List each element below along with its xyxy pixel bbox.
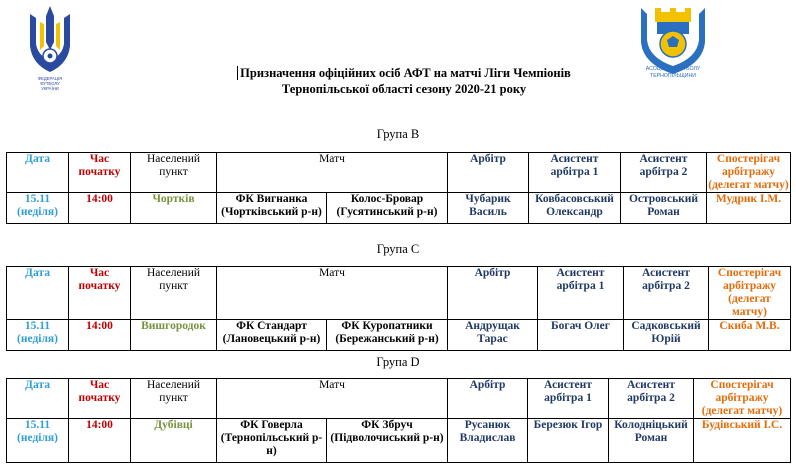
table-row bbox=[7, 193, 791, 224]
group-d-table bbox=[6, 378, 791, 463]
away-team: Колос-Бровар (Гусятинський р-н) bbox=[327, 193, 448, 224]
assistant2-header: Асистент арбітра 2 bbox=[624, 267, 709, 320]
match-date: 15.11 (неділя) bbox=[7, 419, 69, 463]
observer-header: Спостерігач арбітражу (делегат матчу) bbox=[709, 267, 791, 320]
date-header: Дата bbox=[7, 379, 69, 419]
assistant1-header: Асистент арбітра 1 bbox=[529, 153, 621, 193]
uaf-logo bbox=[18, 2, 82, 92]
assistant2-name: Островський Роман bbox=[621, 193, 707, 224]
group-b-label: Група B bbox=[376, 127, 420, 141]
home-team: ФК Вигнанка (Чортківський р-н) bbox=[217, 193, 327, 224]
svg-text:ФУТБОЛУ: ФУТБОЛУ bbox=[40, 81, 60, 86]
assistant2-header: Асистент арбітра 2 bbox=[609, 379, 694, 419]
away-team: ФК Збруч (Підволочиський р-н) bbox=[327, 419, 448, 463]
ternopil-football-association-logo-icon bbox=[633, 2, 713, 82]
referee-name: Андрущак Тарас bbox=[448, 320, 538, 351]
time-header: Час початку bbox=[69, 267, 131, 320]
group-c-label: Група C bbox=[376, 242, 420, 256]
title-line-1: Призначення офіційних осіб АФТ на матчі Ліги Чемпіонів bbox=[237, 66, 571, 80]
assistant2-name: Садковський Юрій bbox=[624, 320, 709, 351]
city-header: Населений пункт bbox=[131, 153, 217, 193]
referee-header: Арбітр bbox=[448, 153, 529, 193]
match-header: Матч bbox=[217, 267, 448, 320]
match-header: Матч bbox=[217, 379, 448, 419]
home-team: ФК Стандарт (Лановецький р-н) bbox=[217, 320, 327, 351]
assistant1-name: Березюк Ігор bbox=[528, 419, 609, 463]
assistant1-header: Асистент арбітра 1 bbox=[538, 267, 624, 320]
group-d-label: Група D bbox=[376, 355, 420, 369]
svg-text:ФЕДЕРАЦІЯ: ФЕДЕРАЦІЯ bbox=[37, 76, 63, 81]
observer-name: Скиба М.В. bbox=[709, 320, 791, 351]
table-row bbox=[7, 419, 791, 463]
assistant1-header: Асистент арбітра 1 bbox=[528, 379, 609, 419]
match-header: Матч bbox=[217, 153, 448, 193]
table-header-row bbox=[7, 267, 791, 320]
table-row bbox=[7, 320, 791, 351]
title-line-2: Тернопільської області сезону 2020-21 року bbox=[281, 82, 527, 96]
match-time: 14:00 bbox=[69, 419, 131, 463]
match-city: Вишгородок bbox=[131, 320, 217, 351]
match-city: Дубівці bbox=[131, 419, 217, 463]
assistant2-header: Асистент арбітра 2 bbox=[621, 153, 707, 193]
match-time: 14:00 bbox=[69, 320, 131, 351]
table-header-row bbox=[7, 153, 791, 193]
referee-name: Чубарик Василь bbox=[448, 193, 529, 224]
time-header: Час початку bbox=[69, 153, 131, 193]
document-title bbox=[224, 65, 584, 97]
home-team: ФК Говерла (Тернопільський р-н) bbox=[217, 419, 327, 463]
svg-text:АСОЦІАЦІЯ ФУТБОЛУ: АСОЦІАЦІЯ ФУТБОЛУ bbox=[645, 66, 701, 72]
table-header-row bbox=[7, 379, 791, 419]
city-header: Населений пункт bbox=[131, 267, 217, 320]
referee-name: Русанюк Владислав bbox=[448, 419, 528, 463]
match-date: 15.11 (неділя) bbox=[7, 193, 69, 224]
assistant2-name: Колодніцький Роман bbox=[609, 419, 694, 463]
uaf-trident-logo-icon bbox=[18, 2, 82, 92]
date-header: Дата bbox=[7, 267, 69, 320]
observer-name: Мудрик І.М. bbox=[707, 193, 791, 224]
group-c-table bbox=[6, 266, 791, 351]
observer-name: Будівський І.С. bbox=[694, 419, 791, 463]
group-b-table bbox=[6, 152, 791, 224]
match-date: 15.11 (неділя) bbox=[7, 320, 69, 351]
city-header: Населений пункт bbox=[131, 379, 217, 419]
observer-header: Спостерігач арбітражу (делегат матчу) bbox=[708, 153, 789, 191]
match-time: 14:00 bbox=[69, 193, 131, 224]
referee-header: Арбітр bbox=[448, 379, 528, 419]
time-header: Час початку bbox=[69, 379, 131, 419]
aft-logo bbox=[633, 2, 713, 82]
match-city: Чортків bbox=[131, 193, 217, 224]
svg-text:ТЕРНОПІЛЬЩИНИ: ТЕРНОПІЛЬЩИНИ bbox=[650, 73, 696, 79]
assistant1-name: Ковбасовський Олександр bbox=[529, 193, 621, 224]
assistant1-name: Богач Олег bbox=[538, 320, 624, 351]
observer-header: Спостерігач арбітражу (делегат матчу) bbox=[694, 379, 791, 419]
away-team: ФК Куропатники (Бережанський р-н) bbox=[327, 320, 448, 351]
referee-header: Арбітр bbox=[448, 267, 538, 320]
svg-text:УКРАЇНИ: УКРАЇНИ bbox=[41, 86, 59, 91]
date-header: Дата bbox=[7, 153, 69, 193]
